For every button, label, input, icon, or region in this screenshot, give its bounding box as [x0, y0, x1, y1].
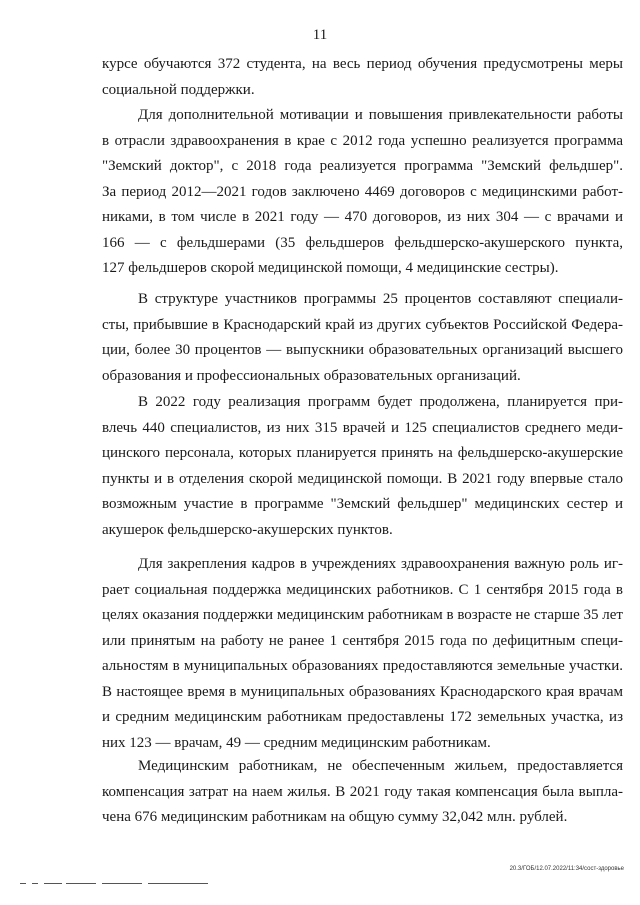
page-number: 11 — [312, 27, 328, 43]
text-line: целях оказания поддержки медицинским работникам в возрасте не старше 35 лет — [102, 607, 623, 623]
text-line: возможным участие в программе "Земский фельдшер" медицинских сестер и — [102, 496, 623, 512]
text-line: образования и профессиональных образовательных организаций. — [102, 368, 521, 384]
text-line: "Земский доктор", с 2018 года реализуется программа "Земский фельдшер". — [102, 158, 623, 174]
text-line: или принятым на работу не ранее 1 сентября 2015 года по дефицитным специ- — [102, 633, 623, 649]
text-line: курсе обучаются 372 студента, на весь период обучения предусмотрены меры — [102, 56, 623, 72]
text-line: компенсация затрат на наем жилья. В 2021 году такая компенсация была выпла- — [102, 784, 623, 800]
text-line: Для закрепления кадров в учреждениях здравоохранения важную роль иг- — [138, 556, 623, 572]
text-line: влечь 440 специалистов, из них 315 врачей и 125 специалистов среднего меди- — [102, 420, 623, 436]
text-line: никами, в том числе в 2021 году — 470 договоров, из них 304 — с врачами и — [102, 209, 623, 225]
text-line: 166 — с фельдшерами (35 фельдшеров фельдшерско-акушерского пункта, — [102, 235, 623, 251]
text-line: цинского персонала, которых планируется принять на фельдшерско-акушерские — [102, 445, 623, 461]
text-line: В структуре участников программы 25 процентов составляют специали- — [138, 291, 623, 307]
text-line: социальной поддержки. — [102, 82, 255, 98]
text-line: рает социальная поддержка медицинских работников. С 1 сентября 2015 года в — [102, 582, 623, 598]
text-line: сты, прибывшие в Краснодарский край из других субъектов Российской Федера- — [102, 317, 623, 333]
text-line: и средним медицинским работникам предоставлены 172 земельных участка, из — [102, 709, 623, 725]
text-line: 127 фельдшеров скорой медицинской помощи, 4 медицинские сестры). — [102, 260, 559, 276]
text-line: Для дополнительной мотивации и повышения привлекательности работы — [138, 107, 623, 123]
text-line: ции, более 30 процентов — выпускники образовательных организаций высшего — [102, 342, 623, 358]
text-line: в отрасли здравоохранения в крае с 2012 года успешно реализуется программа — [102, 133, 623, 149]
text-line: чена 676 медицинским работникам на общую сумму 32,042 млн. рублей. — [102, 809, 568, 825]
text-line: Медицинским работникам, не обеспеченным жильем, предоставляется — [138, 758, 623, 774]
text-line: альностям в муниципальных образованиях предоставляются земельные участки. — [102, 658, 623, 674]
scan-marks — [20, 883, 220, 887]
text-line: В настоящее время в муниципальных образованиях Краснодарского края врачам — [102, 684, 623, 700]
text-line: За период 2012—2021 годов заключено 4469 договоров с медицинскими работ- — [102, 184, 623, 200]
text-line: них 123 — врачам, 49 — средним медицинским работникам. — [102, 735, 491, 751]
footer-code: 20.3/ГОБ/12.07.2022/11:34/сост-здоровье — [509, 866, 624, 872]
text-line: акушерок фельдшерско-акушерских пунктов. — [102, 522, 393, 538]
text-line: пункты и в отделения скорой медицинской помощи. В 2021 году впервые стало — [102, 471, 623, 487]
text-line: В 2022 году реализация программ будет продолжена, планируется при- — [138, 394, 623, 410]
